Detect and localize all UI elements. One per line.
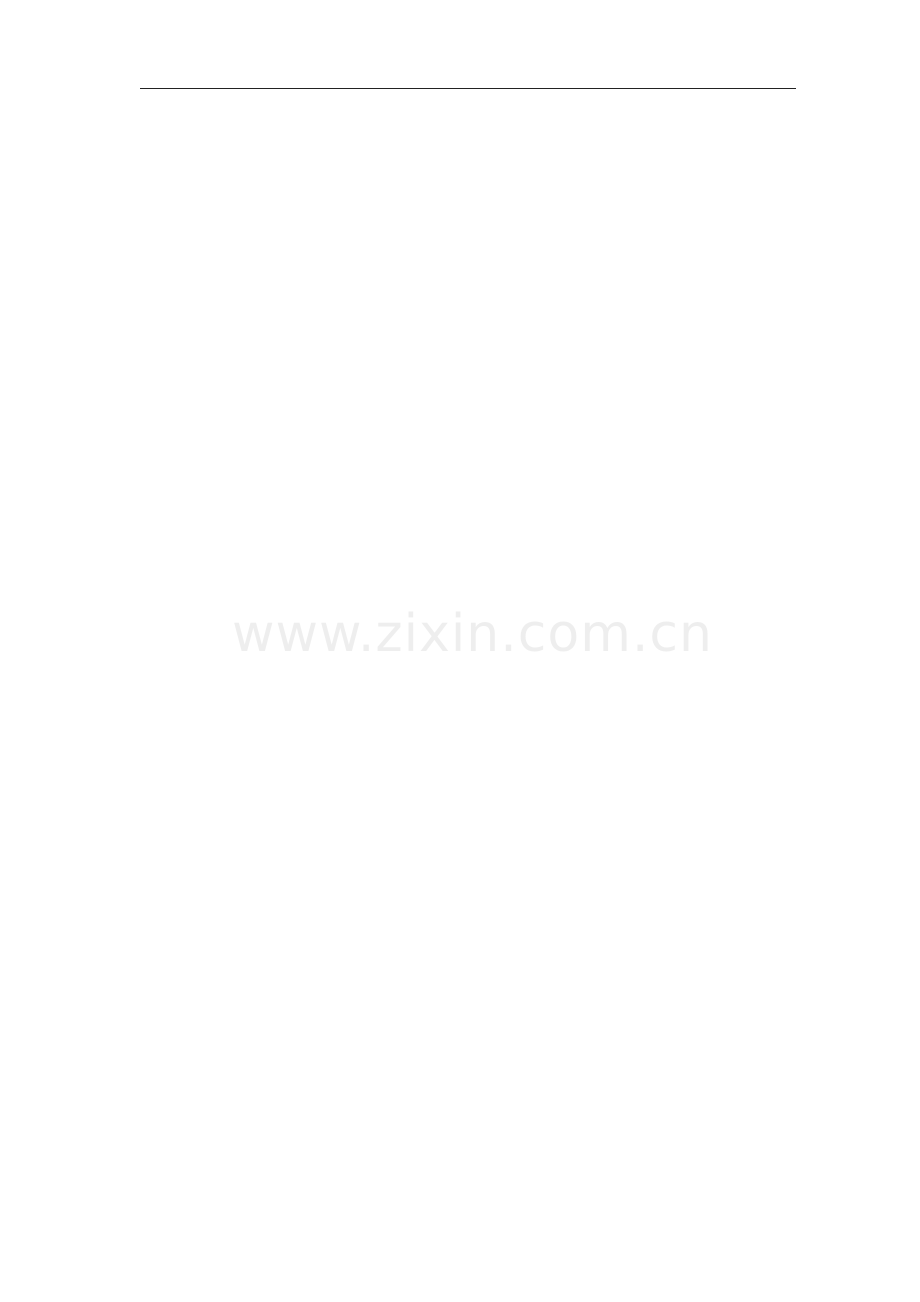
page-header bbox=[140, 66, 796, 89]
watermark-logo: www.zixin.com.cn bbox=[232, 604, 713, 664]
